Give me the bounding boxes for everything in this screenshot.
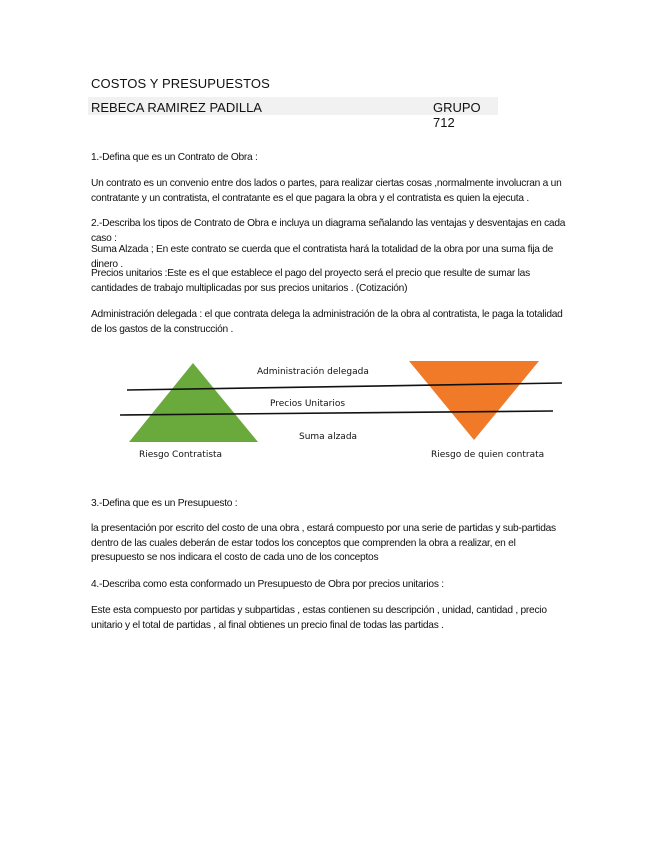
client-risk-triangle	[409, 361, 539, 440]
question-4: 4.-Describa como esta conformado un Presupuesto de Obra por precios unitarios :	[91, 579, 444, 590]
label-riesgo-quien-contrata: Riesgo de quien contrata	[431, 450, 545, 460]
label-suma: Suma alzada	[299, 432, 358, 442]
question-1: 1.-Defina que es un Contrato de Obra :	[91, 152, 258, 163]
question-3: 3.-Defina que es un Presupuesto :	[91, 498, 238, 509]
document-title: COSTOS Y PRESUPUESTOS	[91, 76, 270, 91]
label-precios: Precios Unitarios	[270, 399, 346, 409]
group-label: GRUPO 712	[433, 100, 481, 130]
contract-risk-diagram	[0, 355, 655, 465]
answer-4: Este esta compuesto por partidas y subpartidas , estas contienen su descripción , unidad, cantidad , precio unitario y el total de partidas , al final obtienes un precio final de todas las partidas .	[91, 605, 547, 631]
answer-2-administracion: Administración delegada : el que contrata delega la administración de la obra al contratista, le paga la totalidad de los gastos de la construcción .	[91, 309, 563, 335]
answer-2-precios-unitarios: Precios unitarios :Este es el que establece el pago del proyecto será el precio que resulte de sumar las cantidades de trabajo multiplicadas por sus precios unitarios . (Cotización)	[91, 268, 530, 294]
label-administracion: Administración delegada	[257, 367, 369, 377]
label-riesgo-contratista: Riesgo Contratista	[139, 450, 223, 460]
answer-1: Un contrato es un convenio entre dos lados o partes, para realizar ciertas cosas ,normalmente involucran a un contratante y un contratista, el contratante es el que pagara la obra y el contratista es quien la ejecuta .	[91, 178, 562, 204]
answer-2-suma-alzada: Suma Alzada ; En este contrato se cuerda que el contratista hará la totalidad de la obra por una suma fija de dinero .	[91, 244, 554, 270]
question-2: 2.-Describa los tipos de Contrato de Obra e incluya un diagrama señalando las ventajas y desventajas en cada caso :	[91, 218, 566, 244]
author-bar	[88, 97, 498, 130]
contractor-risk-triangle	[129, 363, 258, 442]
answer-3: la presentación por escrito del costo de una obra , estará compuesto por una serie de partidas y sub-partidas dentro de las cuales deberán de estar todos los conceptos que comprenden la obra a realizar, en el presupuesto se nos indicara el costo de cada uno de los conceptos	[91, 523, 556, 563]
author-name: REBECA RAMIREZ PADILLA	[91, 100, 262, 115]
